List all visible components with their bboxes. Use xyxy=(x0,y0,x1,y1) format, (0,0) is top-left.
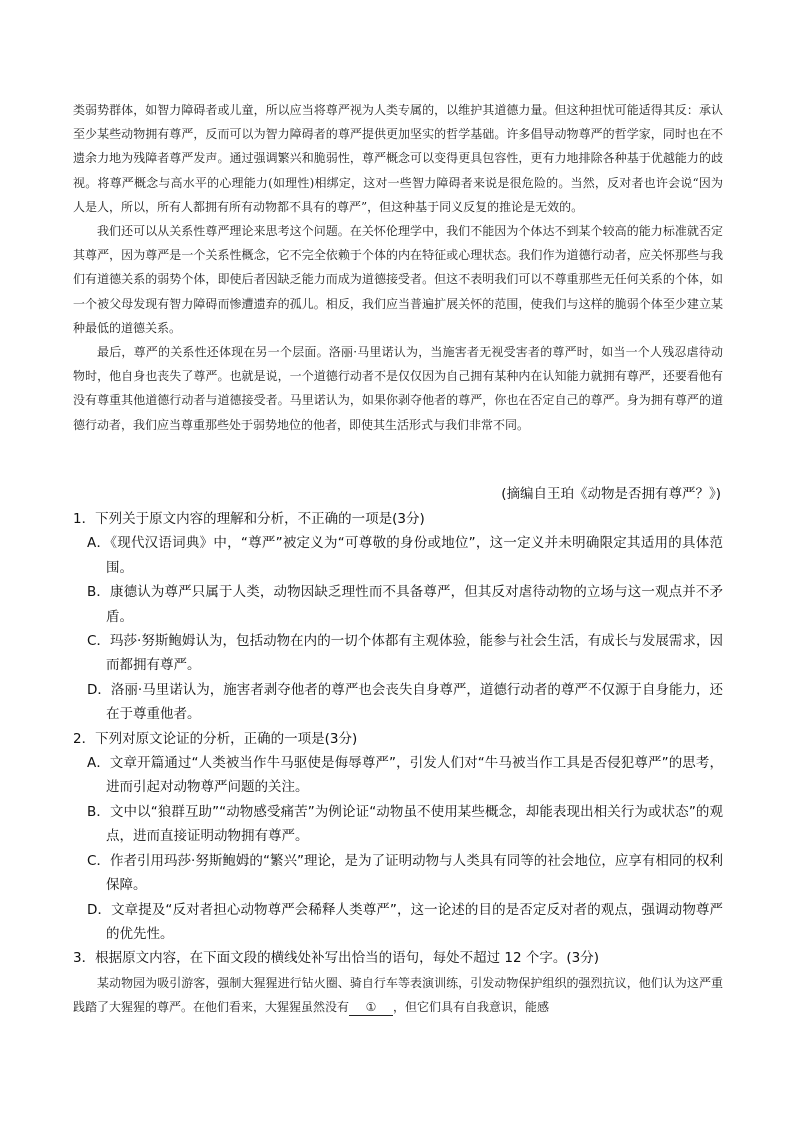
question-2-option-c: C．作者引用玛莎·努斯鲍姆的“繁兴”理论，是为了证明动物与人类具有同等的社会地位，应享有相同的权利保障。 xyxy=(87,852,723,894)
question-3-text-before: 某动物园为吸引游客，强制大猩猩进行钻火圈、骑自行车等表演训练，引发动物保护组织的强烈抗议，他们认为这严重践踏了大猩猩的尊严。在他们看来，大猩猩虽然没有 xyxy=(73,975,723,1014)
reading-passage xyxy=(73,98,723,437)
question-3-stem: 3．根据原文内容，在下面文段的横线处补写出恰当的语句，每处不超过 12 个字。(3分) xyxy=(73,950,599,967)
question-2-stem: 2．下列对原文论证的分析，正确的一项是(3分) xyxy=(73,730,358,747)
answer-blank-1[interactable]: ① xyxy=(349,999,393,1016)
question-1-option-c: C．玛莎·努斯鲍姆认为，包括动物在内的一切个体都有主观体验，能参与社会生活，有成长与发展需求，因而都拥有尊严。 xyxy=(87,633,723,674)
question-3-fill-paragraph xyxy=(73,971,723,1019)
question-2-option-b: B．文中以“狼群互助”“动物感受痛苦”为例论证“动物虽不使用某些概念，却能表现出相关行为或状态”的观点，进而直接证明动物拥有尊严。 xyxy=(87,803,723,845)
question-1-option-d: D．洛丽·马里诺认为，施害者剥夺他者的尊严也会丧失自身尊严，道德行动者的尊严不仅源于自身能力，还在于尊重他者。 xyxy=(87,681,723,723)
questions-section xyxy=(73,507,723,1019)
passage-paragraph-1: 类弱势群体，如智力障碍者或儿童，所以应当将尊严视为人类专属的，以维护其道德力量。但这种担忧可能适得其反：承认至少某些动物拥有尊严，反而可以为智力障碍者的尊严提供更加坚实的哲学基础。许多倡导动物尊严的哲学家，同时也在不遗余力地为残障者尊严发声。通过强调繁兴和脆弱性，尊严概念可以变得更具包容性，更有力地排除各种基于优越能力的歧视。将尊严概念与高水平的心理能力(如理性)相绑定，这对一些智力障碍者来说是很危险的。当然，反对者也许会说“因为人是人，所以，所有人都拥有所有动物都不具有的尊严”，但这种基于同义反复的推论是无效的。 xyxy=(73,103,723,214)
question-3-text-after: ，但它们具有自我意识，能感 xyxy=(393,999,550,1014)
passage-source-citation: (摘编自王珀《动物是否拥有尊严？》) xyxy=(501,486,721,502)
question-2-option-d: D．文章提及“反对者担心动物尊严会稀释人类尊严”，这一论述的目的是否定反对者的观点，强调动物尊严的优先性。 xyxy=(87,901,723,942)
question-1-option-a: A．《现代汉语词典》中，“尊严”被定义为“可尊敬的身份或地位”，这一定义并未明确限定其适用的具体范围。 xyxy=(87,535,723,576)
passage-paragraph-3: 最后，尊严的关系性还体现在另一个层面。洛丽·马里诺认为，当施害者无视受害者的尊严时，如当一个人残忍虐待动物时，他自身也丧失了尊严。也就是说，一个道德行动者不是仅仅因为自己拥有某种内在认知能力就拥有尊严，还要看他有没有尊重其他道德行动者与道德接受者。马里诺认为，如果你剥夺他者的尊严，你也在否定自己的尊严。身为拥有尊严的道德行动者，我们应当尊重那些处于弱势地位的他者，即使其生活形式与我们非常不同。 xyxy=(73,345,723,432)
question-1-stem: 1．下列关于原文内容的理解和分析，不正确的一项是(3分) xyxy=(73,511,425,527)
question-1-option-b: B．康德认为尊严只属于人类，动物因缺乏理性而不具备尊严，但其反对虐待动物的立场与这一观点并不矛盾。 xyxy=(87,584,723,625)
question-2-option-a: A．文章开篇通过“人类被当作牛马驱使是侮辱尊严”，引发人们对“牛马被当作工具是否侵犯尊严”的思考，进而引起对动物尊严问题的关注。 xyxy=(87,755,723,796)
passage-paragraph-2: 我们还可以从关系性尊严理论来思考这个问题。在关怀伦理学中，我们不能因为个体达不到某个较高的能力标准就否定其尊严，因为尊严是一个关系性概念，它不完全依赖于个体的内在特征或心理状态。我们作为道德行动者，应关怀那些与我们有道德关系的弱势个体，即使后者因缺乏能力而成为道德接受者。但这不表明我们可以不尊重那些无任何关系的个体，如一个被父母发现有智力障碍而惨遭遗弃的孤儿。相反，我们应当普遍扩展关怀的范围，使我们与这样的脆弱个体至少建立某种最低的道德关系。 xyxy=(73,224,723,335)
